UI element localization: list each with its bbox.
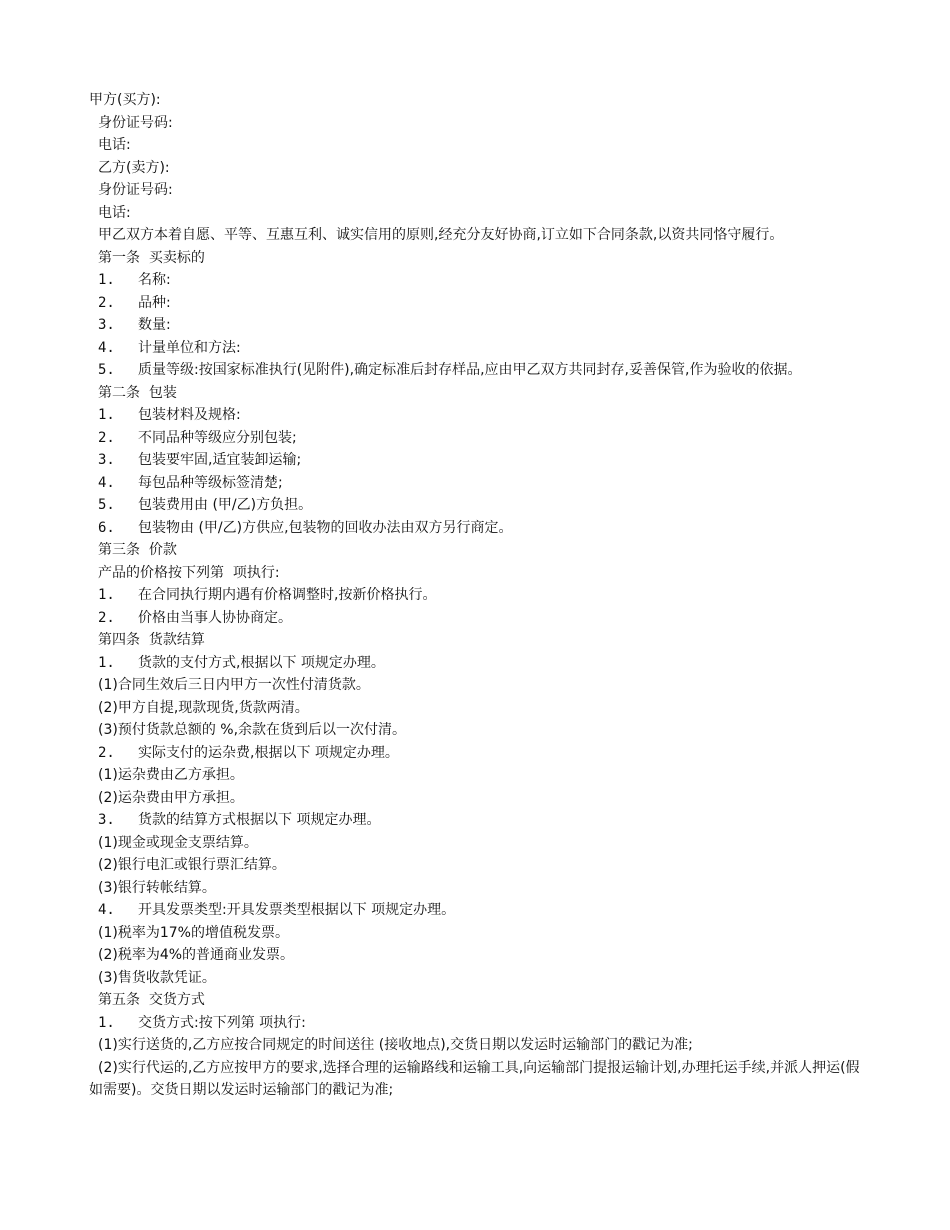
item-text: 不同品种等级应分别包装;: [138, 429, 297, 446]
party-a-id-label: 身份证号码:: [98, 114, 173, 131]
sub-item: (3)售货收款凭证。: [98, 969, 216, 986]
item-number: 5.: [98, 497, 115, 513]
list-item: [89, 652, 865, 675]
item-text: 货款的结算方式根据以下 项规定办理。: [138, 812, 381, 828]
item-number: 3.: [98, 812, 115, 828]
party-b-label: 乙方(卖方):: [98, 159, 170, 176]
item-text: 价格由当事人协协商定。: [138, 609, 292, 626]
item-text: 包装材料及规格:: [138, 407, 241, 423]
item-text: 名称:: [138, 272, 171, 288]
list-item: [89, 607, 865, 630]
item-number: 1.: [98, 587, 115, 603]
item-text: 数量:: [138, 317, 171, 333]
sub-item: (2)运杂费由甲方承担。: [98, 789, 244, 806]
item-number: 3.: [98, 317, 115, 333]
party-a-phone-label: 电话:: [98, 137, 131, 153]
party-b-id-label: 身份证号码:: [98, 182, 173, 198]
item-text: 包装物由 (甲/乙)方供应,包装物的回收办法由双方另行商定。: [138, 519, 513, 536]
item-number: 1.: [98, 407, 115, 423]
list-item: [89, 292, 865, 315]
sub-item: (3)预付货款总额的 %,余款在货到后以一次付清。: [98, 722, 407, 738]
item-number: 4.: [98, 474, 115, 491]
sub-item: (1)税率为17%的增值税发票。: [98, 924, 289, 941]
list-item: [89, 809, 865, 832]
item-number: 6.: [98, 519, 115, 536]
list-item: [89, 337, 865, 360]
item-text: 在合同执行期内遇有价格调整时,按新价格执行。: [138, 587, 437, 603]
item-number: 4.: [98, 902, 115, 918]
list-item: [89, 494, 865, 517]
party-a-label: 甲方(买方):: [89, 92, 161, 108]
item-text: 每包品种等级标签清楚;: [138, 474, 283, 491]
item-number: 1.: [98, 654, 115, 671]
article-3-intro: 产品的价格按下列第 项执行:: [98, 564, 280, 581]
sub-item: (2)税率为4%的普通商业发票。: [98, 947, 295, 963]
list-item: [89, 742, 865, 765]
list-item: [89, 427, 865, 450]
article-4-title: 第四条 货款结算: [98, 632, 205, 648]
item-text: 实际支付的运杂费,根据以下 项规定办理。: [138, 744, 399, 761]
item-number: 4.: [98, 339, 115, 356]
sub-item: (1)现金或现金支票结算。: [98, 834, 258, 851]
list-item: [89, 584, 865, 607]
sub-item: (1)实行送货的,乙方应按合同规定的时间送往 (接收地点),交货日期以发运时运输部门的戳记为准;: [98, 1037, 693, 1053]
list-item: [89, 404, 865, 427]
contract-document: [89, 89, 865, 1102]
item-text: 交货方式:按下列第 项执行:: [138, 1014, 306, 1031]
article-2-title: 第二条 包装: [98, 384, 177, 401]
item-number: 2.: [98, 429, 115, 446]
list-item: [89, 359, 865, 382]
preamble-paragraph: 甲乙双方本着自愿、平等、互惠互利、诚实信用的原则,经充分友好协商,订立如下合同条款,以资共同恪守履行。: [98, 227, 784, 243]
article-3-title: 第三条 价款: [98, 542, 177, 558]
item-text: 包装费用由 (甲/乙)方负担。: [138, 497, 313, 513]
item-text: 开具发票类型:开具发票类型根据以下 项规定办理。: [138, 902, 456, 918]
sub-item: (1)运杂费由乙方承担。: [98, 767, 244, 783]
sub-item: (1)合同生效后三日内甲方一次性付清货款。: [98, 677, 370, 693]
sub-item: (2)银行电汇或银行票汇结算。: [98, 857, 286, 873]
item-number: 1.: [98, 1014, 115, 1031]
item-number: 2.: [98, 744, 115, 761]
sub-item: (3)银行转帐结算。: [98, 879, 216, 896]
list-item: [89, 269, 865, 292]
party-b-phone-label: 电话:: [98, 204, 131, 221]
list-item: [89, 314, 865, 337]
list-item: [89, 899, 865, 922]
list-item: [89, 472, 865, 495]
item-number: 2.: [98, 294, 115, 311]
item-text: 质量等级:按国家标准执行(见附件),确定标准后封存样品,应由甲乙双方共同封存,妥善保管,作为验收的依据。: [138, 362, 802, 378]
list-item: [89, 449, 865, 472]
list-item: [89, 1012, 865, 1035]
item-number: 5.: [98, 362, 115, 378]
article-1-title: 第一条 买卖标的: [98, 249, 205, 266]
item-number: 1.: [98, 272, 115, 288]
sub-item: (2)甲方自提,现款现货,货款两清。: [98, 699, 309, 716]
list-item: [89, 517, 865, 540]
item-number: 3.: [98, 452, 115, 468]
item-number: 2.: [98, 609, 115, 626]
item-text: 计量单位和方法:: [138, 339, 241, 356]
sub-item: (2)实行代运的,乙方应按甲方的要求,选择合理的运输路线和运输工具,向运输部门提报运输计划,办理托运手续,并派人押运(假如需要)。交货日期以发运时运输部门的戳记为准;: [89, 1059, 860, 1098]
item-text: 包装要牢固,适宜装卸运输;: [138, 452, 302, 468]
article-5-title: 第五条 交货方式: [98, 992, 205, 1008]
item-text: 货款的支付方式,根据以下 项规定办理。: [138, 654, 385, 671]
item-text: 品种:: [138, 294, 171, 311]
